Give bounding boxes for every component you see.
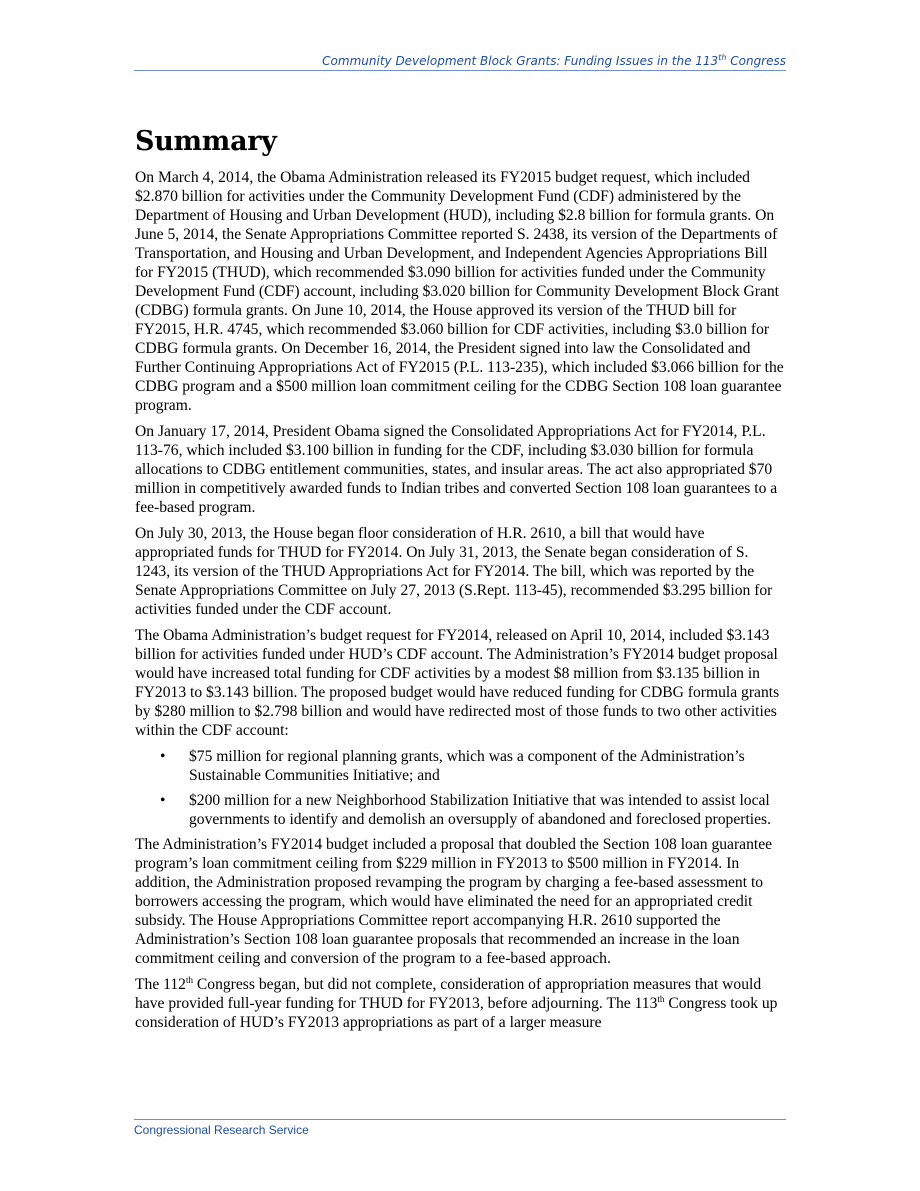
header-divider [134, 70, 786, 71]
bullet-icon: • [160, 792, 166, 809]
footer-divider [134, 1119, 786, 1120]
running-header-title: Community Development Block Grants: Funding Issues in the 113 [322, 54, 719, 68]
text-run: Congress began, but did not complete, consideration of appropriation measures that would have provided full-year funding for THUD for FY2013, before adjourning. The 113 [135, 976, 762, 1012]
list-item-text: $200 million for a new Neighborhood Stabilization Initiative that was intended to assist local governments to identify and demolish an oversupply of abandoned and foreclosed properties. [189, 792, 772, 828]
paragraph-fy2014-act: On January 17, 2014, President Obama signed the Consolidated Appropriations Act for FY2014, P.L. 113-76, which included $3.100 billion in funding for the CDF, including $3.030 billion for formula allocations to CDBG entitlement communities, states, and insular areas. The act also appropriated $70 million in competitively awarded funds to Indian tribes and converted Section 108 loan guarantees to a fee-based program. [135, 423, 778, 516]
text-run: Congress took up consideration of HUD’s FY2013 appropriations as part of a larger measure [135, 995, 778, 1031]
superscript: th [657, 993, 665, 1004]
list-item-text: $75 million for regional planning grants, which was a component of the Administration’s Sustainable Communities Initiative; and [189, 748, 745, 784]
bullet-list [135, 747, 785, 829]
running-header [134, 54, 786, 68]
list-item [135, 747, 785, 785]
document-body [135, 120, 785, 1039]
paragraph-112th-congress [135, 975, 785, 1032]
list-item [135, 791, 785, 829]
running-header-superscript: th [718, 53, 727, 62]
superscript: th [185, 974, 193, 985]
footer-text: Congressional Research Service [134, 1123, 309, 1137]
bullet-icon: • [160, 748, 166, 765]
paragraph-floor-consideration: On July 30, 2013, the House began floor consideration of H.R. 2610, a bill that would have appropriated funds for THUD for FY2014. On July 31, 2013, the Senate began consideration of S. 1243, its version of the THUD Appropriations Act for FY2014. The bill, which was reported by the Senate Appropriations Committee on July 27, 2013 (S.Rept. 113-45), recommended $3.295 billion for activities funded under the CDF account. [135, 525, 773, 618]
paragraph-fy2015: On March 4, 2014, the Obama Administration released its FY2015 budget request, which included $2.870 billion for activities under the Community Development Fund (CDF) administered by the Department of Housing and Urban Development (HUD), including $2.8 billion for formula grants. On June 5, 2014, the Senate Appropriations Committee reported S. 2438, its version of the Departments of Transportation, and Housing and Urban Development, and Independent Agencies Appropriations Bill for FY2015 (THUD), which recommended $3.090 billion for activities funded under the Community Development Fund (CDF) account, including $3.020 billion for Community Development Block Grant (CDBG) formula grants. On June 10, 2014, the House approved its version of the THUD bill for FY2015, H.R. 4745, which recommended $3.060 billion for CDF activities, including $3.0 billion for CDBG formula grants. On December 16, 2014, the President signed into law the Consolidated and Further Continuing Appropriations Act of FY2015 (P.L. 113-235), which included $3.066 billion for the CDBG program and a $500 million loan commitment ceiling for the CDBG Section 108 loan guarantee program. [135, 169, 784, 414]
text-run: The 112 [135, 976, 186, 993]
paragraph-section-108: The Administration’s FY2014 budget included a proposal that doubled the Section 108 loan guarantee program’s loan commitment ceiling from $229 million in FY2013 to $500 million in FY2014. In addition, the Administration proposed revamping the program by charging a fee-based assessment to borrowers accessing the program, which would have eliminated the need for an appropriated credit subsidy. The House Appropriations Committee report accompanying H.R. 2610 supported the Administration’s Section 108 loan guarantee proposals that recommended an increase in the loan commitment ceiling and conversion of the program to a fee-based approach. [135, 836, 773, 967]
running-header-title-end: Congress [726, 54, 786, 68]
paragraph-budget-request: The Obama Administration’s budget request for FY2014, released on April 10, 2014, included $3.143 billion for activities funded under HUD’s CDF account. The Administration’s FY2014 budget proposal would have increased total funding for CDF activities by a modest $8 million from $3.135 billion in FY2013 to $3.143 billion. The proposed budget would have reduced funding for CDBG formula grants by $280 million to $2.798 billion and would have redirected most of those funds to two other activities within the CDF account: [135, 627, 780, 739]
section-heading: Summary [135, 126, 277, 157]
